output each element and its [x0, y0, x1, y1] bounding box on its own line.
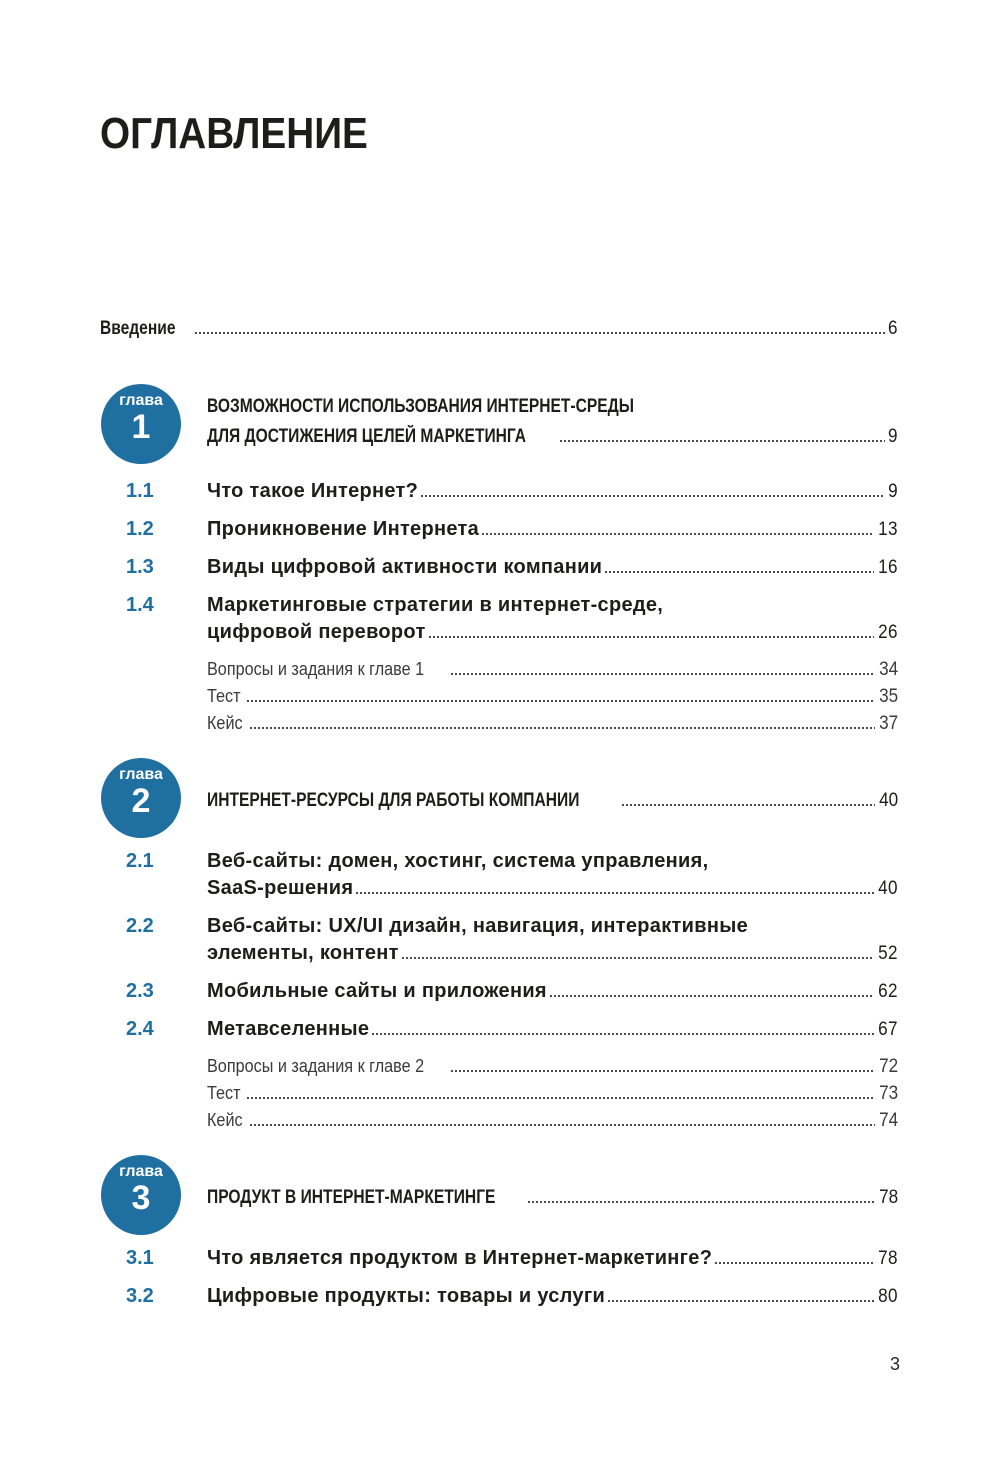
dot-leader [249, 1124, 875, 1126]
dot-leader [621, 804, 875, 806]
chapter-title-text [207, 426, 557, 448]
toc-section-line[interactable] [207, 594, 898, 617]
chapter-title-line[interactable] [207, 396, 898, 418]
toc-page-number: 9 [888, 426, 898, 447]
toc-page-number: 40 [878, 878, 898, 899]
chapter-badge [101, 384, 181, 464]
toc-page-number: 74 [878, 1110, 898, 1131]
chapter-title-text-inner: ИНТЕРНЕТ-РЕСУРСЫ ДЛЯ РАБОТЫ КОМПАНИИ [207, 790, 580, 811]
toc-section[interactable] [207, 621, 898, 644]
toc-section[interactable] [207, 1247, 898, 1270]
dot-leader [246, 700, 875, 702]
toc-section[interactable] [207, 1018, 898, 1041]
toc-extra[interactable] [207, 686, 898, 708]
toc-page-number: 9 [888, 481, 898, 502]
dot-leader [559, 440, 885, 442]
dot-leader [401, 957, 874, 959]
section-title: Что является продуктом в Интернет-маркетинге? [207, 1247, 713, 1269]
section-title: Маркетинговые стратегии в интернет-среде, [207, 594, 664, 616]
section-title: Проникновение Интернета [207, 518, 480, 540]
dot-leader [549, 995, 874, 997]
dot-leader [607, 1300, 874, 1302]
dot-leader [714, 1262, 874, 1264]
toc-section-line[interactable] [207, 915, 898, 938]
chapter-title-text [207, 1187, 525, 1209]
section-title-continued: элементы, контент [207, 942, 399, 964]
toc-page-number: 73 [878, 1083, 898, 1104]
extra-title: Тест [207, 686, 241, 706]
section-number: 1.2 [126, 518, 154, 540]
toc-page-number: 35 [878, 686, 898, 707]
dot-leader [527, 1201, 875, 1203]
toc-page-number: 72 [878, 1056, 898, 1077]
extra-title: Тест [207, 1083, 241, 1103]
chapter-badge-number: 3 [131, 1179, 151, 1217]
toc-page-number: 16 [878, 557, 898, 578]
toc-intro[interactable] [100, 318, 898, 340]
toc-page-number: 52 [878, 943, 898, 964]
section-number: 3.1 [126, 1247, 154, 1269]
section-number: 1.1 [126, 480, 154, 502]
section-title: Мобильные сайты и приложения [207, 980, 547, 1002]
chapter-title-text: ВОЗМОЖНОСТИ ИСПОЛЬЗОВАНИЯ ИНТЕРНЕТ-СРЕДЫ [207, 396, 634, 417]
section-title: Что такое Интернет? [207, 480, 419, 502]
chapter-title-text-inner: ПРОДУКТ В ИНТЕРНЕТ-МАРКЕТИНГЕ [207, 1187, 496, 1208]
toc-section[interactable] [207, 556, 898, 579]
toc-extra[interactable] [207, 713, 898, 735]
chapter-title-text [207, 790, 619, 812]
dot-leader [428, 636, 875, 638]
chapter-badge [101, 1155, 181, 1235]
section-title-continued: SaaS-решения [207, 877, 354, 899]
dot-leader [450, 1070, 875, 1072]
toc-page-number: 62 [878, 981, 898, 1002]
chapter-badge-label: глава [119, 766, 163, 783]
toc-section[interactable] [207, 877, 898, 900]
toc-page-number: 37 [878, 713, 898, 734]
extra-title: Кейс [207, 1110, 243, 1130]
toc-extra[interactable] [207, 659, 898, 681]
toc-page-number: 6 [888, 318, 898, 339]
toc-section[interactable] [207, 480, 898, 503]
section-title: Веб-сайты: UX/UI дизайн, навигация, интерактивные [207, 915, 748, 937]
section-title-continued: цифровой переворот [207, 621, 426, 643]
chapter-title-line[interactable] [207, 790, 898, 812]
toc-page-number: 80 [878, 1286, 898, 1307]
section-number: 1.3 [126, 556, 154, 578]
dot-leader [481, 533, 874, 535]
toc-page-number: 67 [878, 1019, 898, 1040]
chapter-badge-number: 2 [131, 782, 151, 820]
chapter-badge-label: глава [119, 1163, 163, 1180]
toc-page-number: 34 [878, 659, 898, 680]
section-title: Метавселенные [207, 1018, 370, 1040]
toc-extra[interactable] [207, 1083, 898, 1105]
extra-title: Вопросы и задания к главе 2 [207, 1056, 425, 1076]
dot-leader [355, 892, 874, 894]
toc-section-line[interactable] [207, 850, 898, 873]
section-number: 2.3 [126, 980, 154, 1002]
toc-extra[interactable] [207, 1056, 898, 1078]
section-number: 2.1 [126, 850, 154, 872]
toc-extra[interactable] [207, 1110, 898, 1132]
section-number: 3.2 [126, 1285, 154, 1307]
chapter-badge-label: глава [119, 392, 163, 409]
toc-section[interactable] [207, 980, 898, 1003]
toc-page-number: 78 [878, 1187, 898, 1208]
dot-leader [246, 1097, 875, 1099]
dot-leader [604, 571, 874, 573]
chapter-title-line[interactable] [207, 426, 898, 448]
toc-section[interactable] [207, 942, 898, 965]
section-number: 2.2 [126, 915, 154, 937]
toc-section[interactable] [207, 1285, 898, 1308]
dot-leader [249, 727, 875, 729]
toc-page-number: 78 [878, 1248, 898, 1269]
dot-leader [420, 495, 885, 497]
extra-title: Кейс [207, 713, 243, 733]
section-title: Цифровые продукты: товары и услуги [207, 1285, 606, 1307]
chapter-badge-number: 1 [131, 408, 151, 446]
toc-page-number: 40 [878, 790, 898, 811]
dot-leader [194, 332, 885, 334]
chapter-badge [101, 758, 181, 838]
chapter-title-line[interactable] [207, 1187, 898, 1209]
dot-leader [450, 673, 875, 675]
section-title: Виды цифровой активности компании [207, 556, 603, 578]
page-title: ОГЛАВЛЕНИЕ [100, 109, 368, 158]
section-number: 1.4 [126, 594, 154, 616]
toc-page-number: 26 [878, 622, 898, 643]
toc-page-number: 13 [878, 519, 898, 540]
toc-section[interactable] [207, 518, 898, 541]
extra-title: Вопросы и задания к главе 1 [207, 659, 425, 679]
section-title: Веб-сайты: домен, хостинг, система управления, [207, 850, 709, 872]
chapter-title-text-inner: ДЛЯ ДОСТИЖЕНИЯ ЦЕЛЕЙ МАРКЕТИНГА [207, 426, 527, 447]
page-number: 3 [889, 1354, 900, 1374]
dot-leader [371, 1033, 874, 1035]
section-number: 2.4 [126, 1018, 154, 1040]
toc-intro-label: Введение [100, 318, 176, 339]
